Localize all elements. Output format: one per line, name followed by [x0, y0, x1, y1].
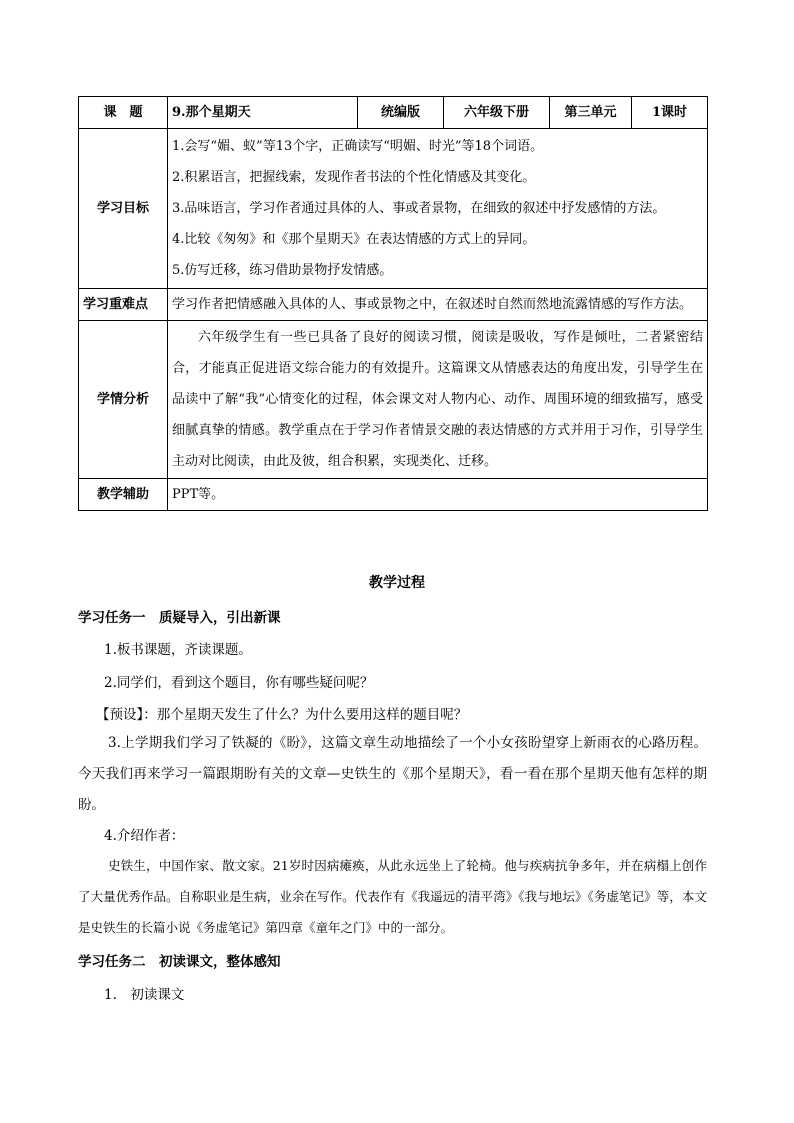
goal-item: 2.积累语言，把握线索，发现作者书法的个性化情感及其变化。	[172, 170, 536, 185]
task2-heading: 学习任务二 初读课文，整体感知	[78, 954, 281, 970]
step-2: 2.同学们，看到这个题目，你有哪些疑问呢？	[104, 675, 374, 691]
goal-item: 5.仿写迁移，练习借助景物抒发情感。	[172, 263, 393, 278]
keypoints-row	[79, 289, 708, 321]
goals-row	[79, 129, 708, 289]
keypoints-label: 学习重难点	[79, 289, 168, 321]
step-1: 1.板书课题，齐读课题。	[104, 642, 252, 658]
step-3: 3.上学期我们学习了铁凝的《盼》，这篇文章生动地描绘了一个小女孩盼望穿上新雨衣的心路历程。今天我们再来学习一篇跟期盼有关的文章—史铁生的《那个星期天》，看一看在那个星期天他有怎样的期盼。	[78, 735, 707, 813]
hours-cell: 1课时	[632, 97, 708, 129]
goal-item: 1.会写“媚、蚁”等13个字，正确读写“明媚、时光”等18个词语。	[172, 139, 544, 154]
lesson-title: 9.那个星期天	[168, 97, 358, 129]
aids-row	[79, 479, 708, 511]
aids-text: PPT等。	[168, 479, 708, 511]
preset-text: 【预设】：那个星期天发生了什么？为什么要用这样的题目呢？	[96, 707, 468, 723]
goal-item: 3.品味语言，学习作者通过具体的人、事或者景物，在细致的叙述中抒发感情的方法。	[172, 201, 666, 216]
process-title: 教学过程	[369, 575, 425, 591]
analysis-label: 学情分析	[79, 321, 168, 479]
table-header-row	[79, 97, 708, 129]
edition-cell: 统编版	[358, 97, 444, 129]
lesson-plan-table	[78, 96, 708, 511]
goals-label: 学习目标	[79, 129, 168, 289]
aids-label: 教学辅助	[79, 479, 168, 511]
lesson-label: 课 题	[79, 97, 168, 129]
goals-content	[168, 129, 708, 289]
author-bio: 史铁生，中国作家、散文家。21岁时因病瘫痪，从此永远坐上了轮椅。他与疾病抗争多年，并在病榻上创作了大量优秀作品。自称职业是生病，业余在写作。代表作有《我遥远的清平湾》《我与地坛》《务虚笔记》等，本文是史铁生的长篇小说《务虚笔记》第四章《童年之门》中的一部分。	[78, 858, 707, 935]
goal-item: 4.比较《匆匆》和《那个星期天》在表达情感的方式上的异同。	[172, 232, 536, 247]
sub-step-1: 1. 初读课文	[104, 987, 185, 1003]
task1-heading: 学习任务一 质疑导入，引出新课	[78, 610, 281, 626]
step-4: 4.介绍作者：	[104, 828, 185, 844]
analysis-text: 六年级学生有一些已具备了良好的阅读习惯，阅读是吸收，写作是倾吐，二者紧密结合，才能真正促进语文综合能力的有效提升。这篇课文从情感表达的角度出发，引导学生在品读中了解“我”心情变化的过程，体会课文对人物内心、动作、周围环境的细致描写，感受细腻真挚的情感。教学重点在于学习作者情景交融的表达情感的方式并用于习作，引导学生主动对比阅读，由此及彼，组合积累，实现类化、迁移。	[168, 321, 708, 479]
keypoints-text: 学习作者把情感融入具体的人、事或景物之中，在叙述时自然而然地流露情感的写作方法。	[168, 289, 708, 321]
analysis-row	[79, 321, 708, 479]
grade-cell: 六年级下册	[444, 97, 550, 129]
unit-cell: 第三单元	[550, 97, 632, 129]
